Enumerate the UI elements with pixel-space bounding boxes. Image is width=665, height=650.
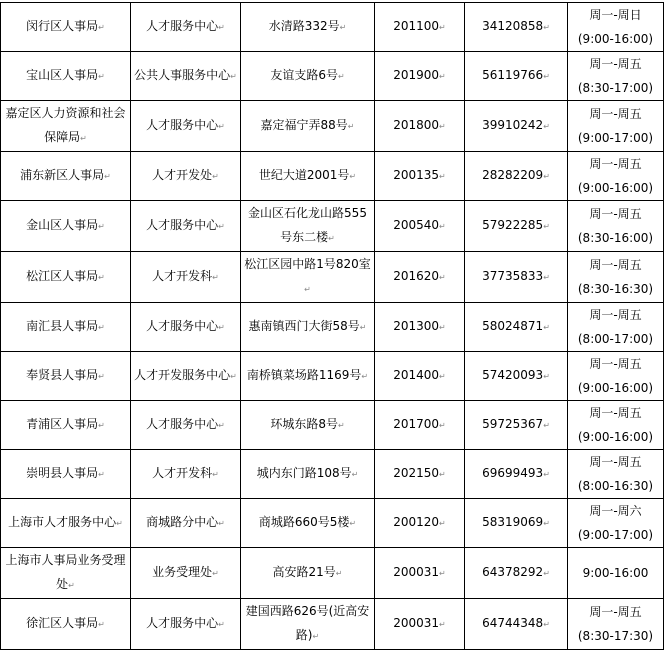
cell-org [1,599,131,650]
cell-zip [375,548,465,599]
cell-addr [241,252,375,303]
cell-text: 人才服务中心 [146,218,219,232]
cell-zip [375,3,465,52]
paragraph-mark: ↵ [439,372,446,381]
paragraph-mark: ↵ [98,72,105,81]
cell-zip [375,599,465,650]
cell-dept [131,401,241,450]
cell-phone [465,3,568,52]
table-row [1,201,664,252]
cell-text: 商城路分中心 [146,515,219,529]
cell-hours [568,52,664,101]
paragraph-mark: ↵ [337,421,345,430]
cell-text: 201900 [393,68,440,82]
cell-hours [568,3,664,52]
table-row [1,252,664,303]
cell-zip [375,303,465,352]
paragraph-mark: ↵ [359,323,367,332]
cell-text: 金山区人事局 [26,218,99,232]
hours-days: 周一-周五 [589,308,642,322]
cell-text: 南汇县人事局 [26,319,99,333]
cell-dept [131,352,241,401]
hours-days: 周一-周五 [589,406,642,420]
cell-dept [131,201,241,252]
table-row [1,548,664,599]
cell-text: 青浦区人事局 [26,417,99,431]
paragraph-mark: ↵ [439,620,446,629]
cell-org [1,52,131,101]
cell-text: 业务受理处 [152,565,213,579]
paragraph-mark: ↵ [230,372,237,381]
cell-text: 徐汇区人事局 [26,616,99,630]
paragraph-mark: ↵ [351,470,359,479]
paragraph-mark: ↵ [98,620,105,629]
cell-text: 201100 [393,19,440,33]
table-row [1,599,664,650]
cell-org [1,499,131,548]
cell-addr [241,548,375,599]
hours-time: (9:00-16:00) [577,381,654,395]
paragraph-mark: ↵ [304,285,311,294]
paragraph-mark: ↵ [98,421,105,430]
cell-text: 人才开发科 [152,269,213,283]
paragraph-mark: ↵ [218,122,225,131]
paragraph-mark: ↵ [349,519,357,528]
hours-time: (9:00-16:00) [577,181,654,195]
cell-text: 商城路660号5楼 [258,515,350,529]
paragraph-mark: ↵ [98,273,105,282]
cell-text: 201620 [393,269,440,283]
cell-org [1,152,131,201]
cell-text: 57420093 [482,368,544,382]
paragraph-mark: ↵ [312,632,320,641]
table-row [1,52,664,101]
cell-text: 64378292 [482,565,544,579]
paragraph-mark: ↵ [543,421,550,430]
paragraph-mark: ↵ [543,122,550,131]
paragraph-mark: ↵ [212,569,219,578]
hours-time: (8:30-16:00) [577,231,654,245]
cell-dept [131,252,241,303]
paragraph-mark: ↵ [439,470,446,479]
cell-addr [241,352,375,401]
cell-hours [568,548,664,599]
cell-hours [568,252,664,303]
paragraph-mark: ↵ [543,172,550,181]
cell-phone [465,303,568,352]
office-directory-table [0,2,664,650]
cell-org [1,3,131,52]
cell-text: 人才服务中心 [146,616,219,630]
cell-text: 64744348 [482,616,544,630]
cell-hours [568,201,664,252]
cell-text: 友谊支路6号 [270,68,338,82]
paragraph-mark: ↵ [328,234,335,243]
cell-text: 58319069 [482,515,544,529]
cell-phone [465,401,568,450]
cell-addr [241,3,375,52]
paragraph-mark: ↵ [439,323,446,332]
hours-time: (8:30-16:30) [577,282,654,296]
cell-text: 环城东路8号 [270,417,338,431]
hours-days: 周一-周五 [589,57,642,71]
cell-dept [131,152,241,201]
cell-phone [465,101,568,152]
cell-text: 公共人事服务中心 [134,68,231,82]
paragraph-mark: ↵ [212,172,219,181]
hours-days: 周一-周五 [589,207,642,221]
cell-zip [375,201,465,252]
cell-phone [465,352,568,401]
cell-text: 200031 [393,616,440,630]
cell-text: 松江区园中路1号820室 [244,257,371,271]
paragraph-mark: ↵ [98,323,105,332]
cell-text: 201700 [393,417,440,431]
paragraph-mark: ↵ [98,470,105,479]
cell-org [1,252,131,303]
hours-days: 周一-周五 [589,107,642,121]
paragraph-mark: ↵ [439,519,446,528]
paragraph-mark: ↵ [439,273,446,282]
table-row [1,152,664,201]
cell-zip [375,352,465,401]
cell-text: 202150 [393,466,440,480]
paragraph-mark: ↵ [218,23,225,32]
paragraph-mark: ↵ [339,23,347,32]
cell-text: 200120 [393,515,440,529]
paragraph-mark: ↵ [543,470,550,479]
cell-text: 崇明县人事局 [26,466,99,480]
cell-text: 惠南镇西门大街58号 [248,319,360,333]
cell-dept [131,450,241,499]
cell-text: 人才开发处 [152,168,213,182]
cell-zip [375,252,465,303]
table-row [1,3,664,52]
paragraph-mark: ↵ [543,372,550,381]
paragraph-mark: ↵ [98,222,105,231]
cell-text: 201300 [393,319,440,333]
cell-text: 上海市人才服务中心 [8,515,117,529]
cell-text: 200135 [393,168,440,182]
paragraph-mark: ↵ [543,323,550,332]
cell-dept [131,101,241,152]
table-row [1,101,664,152]
cell-text: 松江区人事局 [26,269,99,283]
cell-text: 上海市人事局业务受理处 [5,553,126,591]
cell-addr [241,303,375,352]
cell-text: 人才服务中心 [146,417,219,431]
cell-zip [375,52,465,101]
cell-phone [465,548,568,599]
cell-text: 奉贤县人事局 [26,368,99,382]
paragraph-mark: ↵ [218,620,225,629]
paragraph-mark: ↵ [543,569,550,578]
hours-time: (8:30-17:30) [577,629,654,643]
cell-zip [375,450,465,499]
cell-text: 人才服务中心 [146,319,219,333]
cell-text: 39910242 [482,118,544,132]
paragraph-mark: ↵ [230,72,237,81]
cell-addr [241,450,375,499]
cell-text: 水清路332号 [268,19,340,33]
hours-time: (9:00-16:00) [577,32,654,46]
cell-phone [465,450,568,499]
cell-addr [241,101,375,152]
cell-phone [465,152,568,201]
hours-days: 周一-周日 [589,8,642,22]
cell-phone [465,52,568,101]
cell-text: 34120858 [482,19,544,33]
cell-text: 闵行区人事局 [26,19,99,33]
cell-phone [465,499,568,548]
paragraph-mark: ↵ [349,172,357,181]
paragraph-mark: ↵ [439,72,446,81]
paragraph-mark: ↵ [543,222,550,231]
cell-addr [241,52,375,101]
paragraph-mark: ↵ [116,519,123,528]
paragraph-mark: ↵ [98,372,105,381]
cell-org [1,548,131,599]
cell-hours [568,152,664,201]
paragraph-mark: ↵ [80,134,87,143]
paragraph-mark: ↵ [347,122,355,131]
hours-time: (9:00-16:00) [577,430,654,444]
cell-text: 59725367 [482,417,544,431]
cell-text: 人才服务中心 [146,19,219,33]
table-row [1,401,664,450]
cell-zip [375,401,465,450]
cell-text: 南桥镇菜场路1169号 [246,368,362,382]
cell-dept [131,599,241,650]
table-row [1,352,664,401]
paragraph-mark: ↵ [543,273,550,282]
cell-org [1,450,131,499]
paragraph-mark: ↵ [439,172,446,181]
cell-org [1,101,131,152]
hours-days: 周一-周五 [589,605,642,619]
cell-text: 37735833 [482,269,544,283]
cell-hours [568,303,664,352]
cell-text: 高安路21号 [272,565,336,579]
cell-dept [131,499,241,548]
paragraph-mark: ↵ [98,23,105,32]
cell-addr [241,152,375,201]
paragraph-mark: ↵ [335,569,343,578]
cell-phone [465,201,568,252]
cell-text: 人才开发科 [152,466,213,480]
hours-time: (8:00-16:30) [577,479,654,493]
paragraph-mark: ↵ [543,72,550,81]
cell-text: 57922285 [482,218,544,232]
paragraph-mark: ↵ [337,72,345,81]
cell-addr [241,499,375,548]
paragraph-mark: ↵ [543,519,550,528]
paragraph-mark: ↵ [439,222,446,231]
cell-text: 人才开发服务中心 [134,368,231,382]
cell-org [1,303,131,352]
paragraph-mark: ↵ [218,421,225,430]
cell-dept [131,52,241,101]
cell-org [1,352,131,401]
cell-text: 浦东新区人事局 [20,168,105,182]
table-row [1,450,664,499]
cell-text: 人才服务中心 [146,118,219,132]
cell-text: 宝山区人事局 [26,68,99,82]
cell-addr [241,201,375,252]
cell-text: 56119766 [482,68,544,82]
hours-time: (8:30-17:00) [577,81,654,95]
cell-text: 201400 [393,368,440,382]
cell-hours [568,101,664,152]
paragraph-mark: ↵ [104,172,111,181]
cell-text: 世纪大道2001号 [258,168,350,182]
hours-days: 周一-周五 [589,157,642,171]
cell-text: 建国西路626号(近高安路) [245,604,370,642]
paragraph-mark: ↵ [218,323,225,332]
table-row [1,303,664,352]
cell-hours [568,352,664,401]
cell-zip [375,152,465,201]
cell-text: 嘉定福宁弄88号 [260,118,348,132]
paragraph-mark: ↵ [439,421,446,430]
cell-text: 城内东门路108号 [256,466,352,480]
cell-phone [465,252,568,303]
cell-hours [568,450,664,499]
cell-text: 嘉定区人力资源和社会保障局 [5,106,126,144]
cell-org [1,201,131,252]
cell-org [1,401,131,450]
cell-text: 200031 [393,565,440,579]
cell-text: 201800 [393,118,440,132]
cell-phone [465,599,568,650]
hours-days: 周一-周五 [589,357,642,371]
paragraph-mark: ↵ [439,569,446,578]
cell-zip [375,101,465,152]
cell-dept [131,303,241,352]
cell-addr [241,401,375,450]
paragraph-mark: ↵ [543,23,550,32]
cell-text: 69699493 [482,466,544,480]
cell-text: 200540 [393,218,440,232]
hours-days: 周一-周六 [589,504,642,518]
cell-zip [375,499,465,548]
cell-text: 28282209 [482,168,544,182]
paragraph-mark: ↵ [218,519,225,528]
cell-addr [241,599,375,650]
hours-time: (9:00-17:00) [577,528,654,542]
paragraph-mark: ↵ [439,122,446,131]
paragraph-mark: ↵ [218,222,225,231]
paragraph-mark: ↵ [543,620,550,629]
hours-time: (9:00-17:00) [577,131,654,145]
cell-text: 58024871 [482,319,544,333]
paragraph-mark: ↵ [68,581,75,590]
hours-time: 9:00-16:00 [582,566,649,580]
cell-text: 金山区石化龙山路555号东二楼 [248,206,367,244]
paragraph-mark: ↵ [212,470,219,479]
paragraph-mark: ↵ [439,23,446,32]
cell-dept [131,548,241,599]
cell-hours [568,499,664,548]
hours-days: 周一-周五 [589,455,642,469]
cell-hours [568,599,664,650]
hours-days: 周一-周五 [589,258,642,272]
paragraph-mark: ↵ [361,372,369,381]
hours-time: (8:00-17:00) [577,332,654,346]
cell-dept [131,3,241,52]
paragraph-mark: ↵ [212,273,219,282]
cell-hours [568,401,664,450]
table-row [1,499,664,548]
